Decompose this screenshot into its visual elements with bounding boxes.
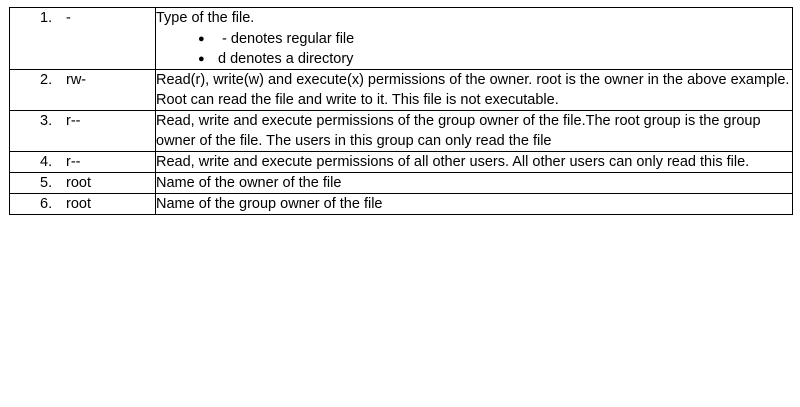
table-row [10, 70, 793, 111]
row-index-cell [10, 152, 156, 173]
table-row [10, 111, 793, 152]
row-index-cell [10, 8, 156, 70]
row-index-cell [10, 70, 156, 111]
table-row [10, 8, 793, 70]
row-index-cell [10, 173, 156, 194]
row-description: Read, write and execute permissions of all other users. All other users can only read this file. [156, 154, 750, 170]
bullet-label: - denotes regular file [218, 31, 355, 47]
row-description: Name of the owner of the file [156, 175, 342, 191]
row-description-cell [156, 173, 793, 194]
row-value: r-- [66, 113, 81, 129]
row-number: 6. [40, 196, 53, 212]
row-description-cell [156, 70, 793, 111]
row-description-cell [156, 8, 793, 70]
table-row [10, 173, 793, 194]
row-value: r-- [66, 154, 81, 170]
row-value: root [66, 175, 91, 191]
list-item [198, 29, 792, 49]
row-description-cell [156, 194, 793, 215]
row-description-cell [156, 152, 793, 173]
bullet-label: d denotes a directory [218, 51, 354, 67]
file-permissions-table [9, 7, 793, 215]
row-description: Name of the group owner of the file [156, 196, 383, 212]
row-index-cell [10, 111, 156, 152]
row-number: 1. [40, 10, 53, 26]
row-value: root [66, 196, 91, 212]
bullet-list [156, 29, 792, 69]
row-description: Read(r), write(w) and execute(x) permissions of the owner. root is the owner in the above example. Root can read the file and write to it. This file is not executable. [156, 72, 790, 108]
row-number: 3. [40, 113, 53, 129]
row-description: Read, write and execute permissions of the group owner of the file.The root group is the group owner of the file. The users in this group can only read the file [156, 113, 761, 149]
row-value: rw- [66, 72, 87, 88]
row-number: 5. [40, 175, 53, 191]
table-row [10, 194, 793, 215]
row-number: 4. [40, 154, 53, 170]
list-item [198, 49, 792, 69]
row-description-cell [156, 111, 793, 152]
row-description: Type of the file. [156, 10, 255, 26]
table-row [10, 152, 793, 173]
row-number: 2. [40, 72, 53, 88]
row-value: - [66, 10, 71, 26]
row-index-cell [10, 194, 156, 215]
